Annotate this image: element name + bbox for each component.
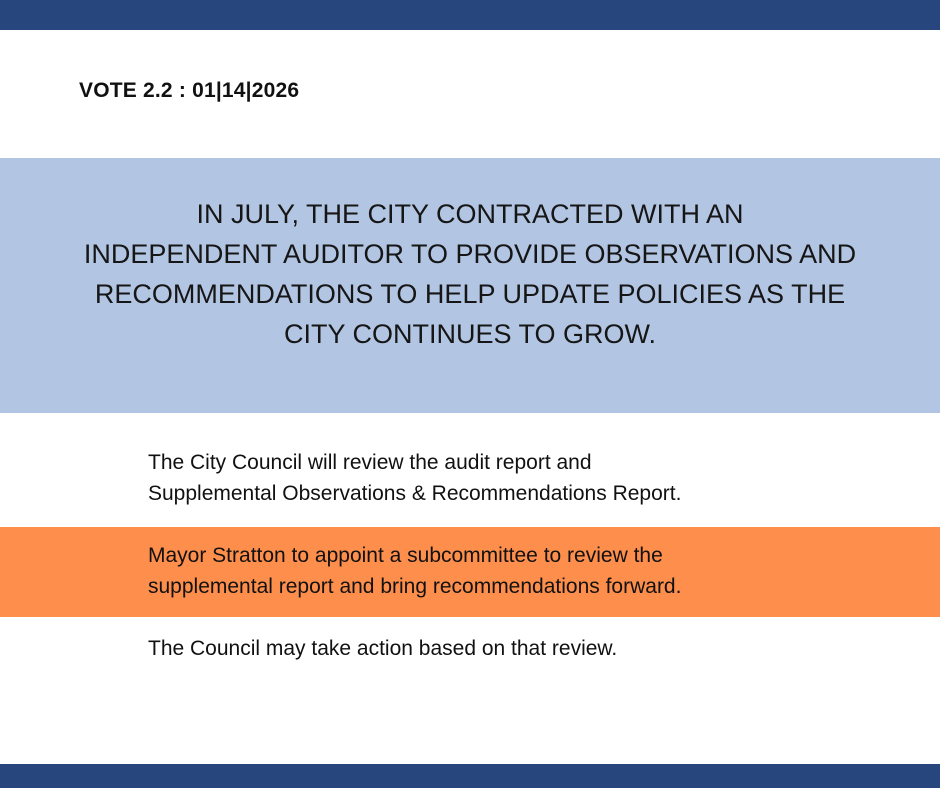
vote-label: VOTE 2.2 : 01|14|2026: [79, 79, 300, 102]
step-council-review: [0, 447, 940, 517]
headline-line: IN JULY, THE CITY CONTRACTED WITH AN: [196, 199, 744, 229]
step-line: The City Council will review the audit report and: [148, 451, 592, 474]
bottom-accent-bar: [0, 764, 940, 788]
step-text: [148, 540, 681, 602]
step-line: Supplemental Observations & Recommendations Report.: [148, 482, 682, 505]
headline-line: CITY CONTINUES TO GROW.: [283, 319, 657, 349]
step-line: Mayor Stratton to appoint a subcommittee to review the: [148, 544, 663, 567]
top-accent-bar: [0, 0, 940, 30]
step-text: [148, 447, 681, 509]
step-subcommittee: [0, 527, 940, 617]
headline: [0, 194, 940, 354]
headline-line: INDEPENDENT AUDITOR TO PROVIDE OBSERVATIONS AND: [83, 239, 857, 269]
step-text: [148, 633, 617, 664]
step-line: supplemental report and bring recommendations forward.: [148, 575, 682, 598]
step-council-action: [0, 633, 940, 673]
headline-line: RECOMMENDATIONS TO HELP UPDATE POLICIES AS THE: [94, 279, 846, 309]
step-line: The Council may take action based on that review.: [148, 637, 618, 660]
